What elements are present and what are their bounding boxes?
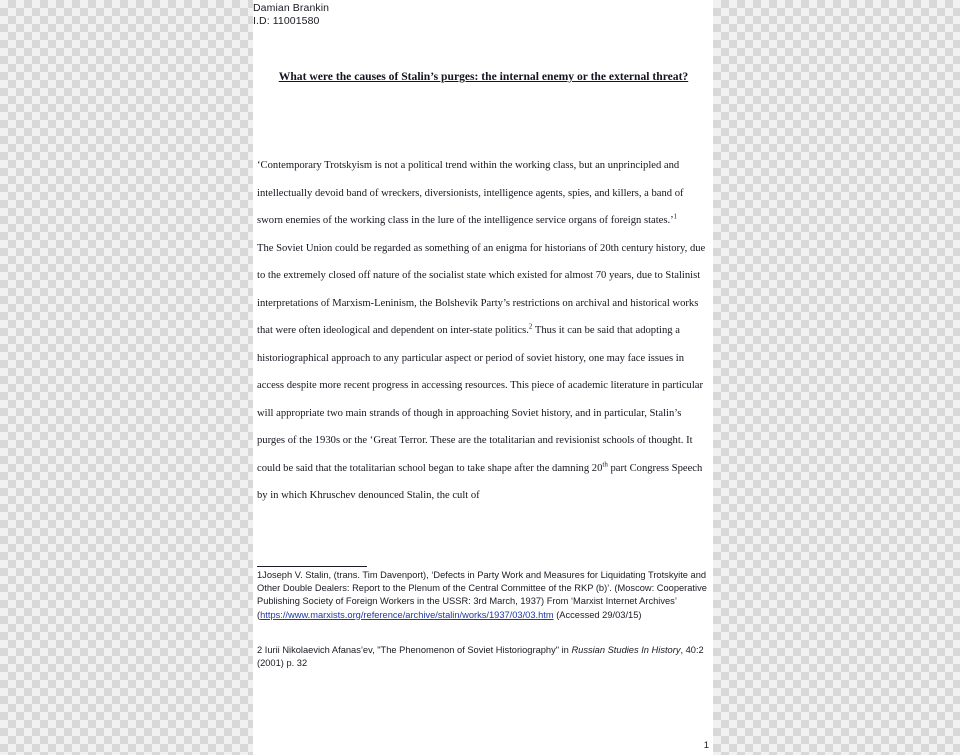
footnote-1-marker: 1 (257, 570, 263, 580)
footnote-2-marker: 2 (257, 644, 263, 655)
footnote-1-text: Joseph V. Stalin, (trans. Tim Davenport), ‘Defects in Party Work and Measures for Liquidating Trotskyite and Other Double Dealers: Report to the Plenum of the Central Committee of the RKP (b)’. (Moscow: Cooperative Publishing Society of Foreign Workers in the USSR: 3rd March, 1937) From ‘Marxist Internet Archives’ ( (257, 570, 707, 620)
transparency-backdrop-right (713, 0, 960, 755)
footnote-2-citation: , 40:2 (2001) p. 32 (257, 644, 704, 668)
body-text-part-1: The Soviet Union could be regarded as something of an enigma for historians of 20th century history, due to the extremely closed off nature of the socialist state which existed for almost 70 years, due to Stalinist interpretations of Marxism-Leninism, the Bolshevik Party’s restrictions on archival and historical works that were often ideological and dependent on inter-state politics. (257, 242, 706, 337)
paragraph-body (257, 235, 709, 510)
transparency-backdrop-left (0, 0, 253, 755)
footnote-2-journal: Russian Studies In History (571, 644, 681, 655)
document-header (253, 2, 329, 28)
page-number: 1 (703, 740, 709, 751)
author-name: Damian Brankin (253, 2, 330, 14)
quote-text: ‘Contemporary Trotskyism is not a political trend within the working class, but an unprincipled and intellectually devoid band of wreckers, diversionists, intelligence agents, spies, and killers, a band of sworn enemies of the working class in the lure of the intelligence service organs of foreign states.’ (257, 160, 684, 227)
footnote-1-access: (Accessed 29/03/15) (553, 609, 642, 620)
student-id: I.D: 11001580 (253, 15, 320, 28)
page-title-text: What were the causes of Stalin’s purges: the internal enemy or the external threat? (278, 70, 689, 83)
ordinal-suffix: th (602, 460, 608, 469)
footnote-2-text: Iurii Nikolaevich Afanas’ev, "The Phenomenon of Soviet Historiography" in (262, 644, 572, 655)
footnote-1-link[interactable]: https://www.marxists.org/reference/archive/stalin/works/1937/03/03.htm (260, 609, 554, 620)
footnotes-section (257, 569, 712, 670)
page-title (256, 62, 711, 92)
body-text-part-3: part Congress Speech by in which Khruschev denounced Stalin, the cult of (257, 462, 703, 502)
paragraph-quote (257, 152, 709, 235)
footnote-separator (257, 566, 367, 567)
footnote-2 (257, 644, 712, 670)
footnote-1 (257, 569, 712, 622)
document-page (253, 0, 713, 755)
footnote-ref-2[interactable]: 2 (528, 322, 533, 331)
footnote-ref-1[interactable]: 1 (673, 212, 678, 221)
document-body (257, 152, 709, 510)
body-text-part-2: Thus it can be said that adopting a historiographical approach to any particular aspect or period of soviet history, one may face issues in access despite more recent progress in accessing resources. This piece of academic literature in particular will appropriate two main strands of though in approaching Soviet history, and in particular, Stalin’s purges of the 1930s or the ‘Great Terror. These are the totalitarian and revisionist schools of thought. It could be said that the totalitarian school began to take shape after the damning 20 (257, 325, 704, 474)
